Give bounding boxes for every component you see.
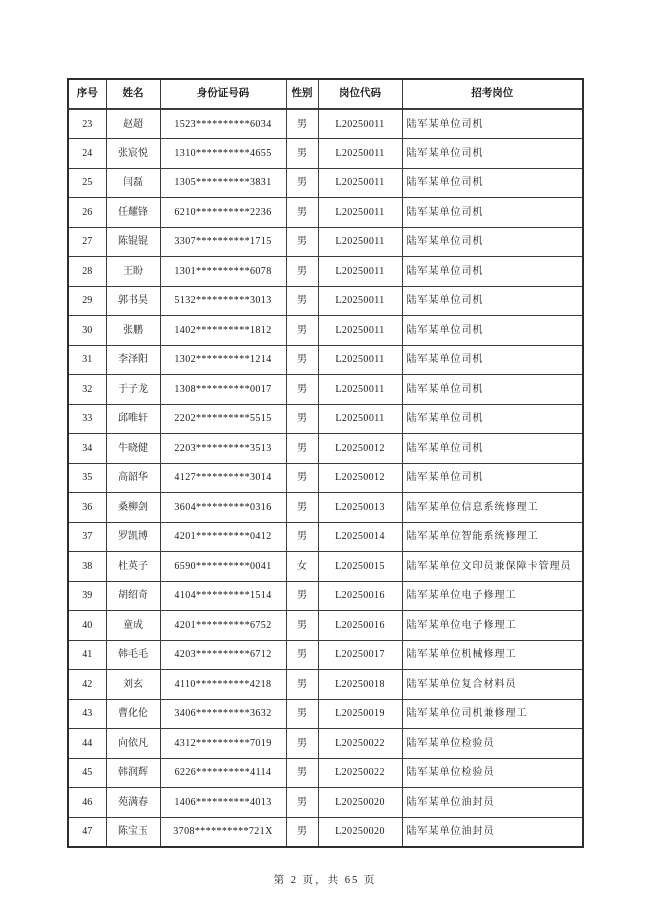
cell-recruit-position: 陆军某单位文印员兼保障卡管理员 [402, 552, 583, 582]
cell-name: 苑满春 [106, 788, 160, 818]
cell-position-code: L20250022 [318, 729, 402, 759]
cell-no: 46 [68, 788, 106, 818]
table-row [68, 758, 583, 788]
header-id-number: 身份证号码 [160, 79, 286, 109]
cell-name: 赵超 [106, 109, 160, 139]
cell-no: 43 [68, 699, 106, 729]
cell-no: 35 [68, 463, 106, 493]
cell-recruit-position: 陆军某单位司机 [402, 168, 583, 198]
cell-name: 罗凯博 [106, 522, 160, 552]
cell-id-number: 4312**********7019 [160, 729, 286, 759]
cell-recruit-position: 陆军某单位信息系统修理工 [402, 493, 583, 523]
table-row [68, 109, 583, 139]
cell-gender: 男 [286, 168, 318, 198]
cell-name: 桑柳剑 [106, 493, 160, 523]
cell-position-code: L20250011 [318, 198, 402, 228]
cell-gender: 男 [286, 434, 318, 464]
cell-name: 于子龙 [106, 375, 160, 405]
header-name: 姓名 [106, 79, 160, 109]
cell-name: 童成 [106, 611, 160, 641]
cell-name: 王盼 [106, 257, 160, 287]
table-row [68, 198, 583, 228]
cell-name: 李泽阳 [106, 345, 160, 375]
table-row [68, 611, 583, 641]
cell-id-number: 4110**********4218 [160, 670, 286, 700]
cell-recruit-position: 陆军某单位司机 [402, 345, 583, 375]
cell-no: 33 [68, 404, 106, 434]
table-row [68, 286, 583, 316]
cell-id-number: 4203**********6712 [160, 640, 286, 670]
cell-position-code: L20250011 [318, 139, 402, 169]
cell-no: 38 [68, 552, 106, 582]
cell-id-number: 3307**********1715 [160, 227, 286, 257]
cell-recruit-position: 陆军某单位司机 [402, 139, 583, 169]
cell-position-code: L20250011 [318, 168, 402, 198]
cell-position-code: L20250017 [318, 640, 402, 670]
cell-gender: 男 [286, 699, 318, 729]
cell-id-number: 5132**********3013 [160, 286, 286, 316]
cell-position-code: L20250022 [318, 758, 402, 788]
cell-position-code: L20250011 [318, 227, 402, 257]
table-row [68, 463, 583, 493]
header-no: 序号 [68, 79, 106, 109]
cell-name: 张鹏 [106, 316, 160, 346]
cell-gender: 女 [286, 552, 318, 582]
cell-gender: 男 [286, 788, 318, 818]
table-row [68, 817, 583, 847]
table-row [68, 257, 583, 287]
cell-no: 45 [68, 758, 106, 788]
recruitment-roster-table [67, 78, 584, 848]
cell-recruit-position: 陆军某单位检验员 [402, 758, 583, 788]
cell-position-code: L20250011 [318, 404, 402, 434]
cell-recruit-position: 陆军某单位司机 [402, 434, 583, 464]
cell-id-number: 4201**********0412 [160, 522, 286, 552]
cell-recruit-position: 陆军某单位复合材料员 [402, 670, 583, 700]
cell-no: 29 [68, 286, 106, 316]
cell-gender: 男 [286, 404, 318, 434]
cell-id-number: 1402**********1812 [160, 316, 286, 346]
page-number-footer: 第 2 页，共 65 页 [273, 875, 377, 886]
cell-id-number: 2203**********3513 [160, 434, 286, 464]
header-position-code: 岗位代码 [318, 79, 402, 109]
cell-name: 杜英子 [106, 552, 160, 582]
cell-recruit-position: 陆军某单位机械修理工 [402, 640, 583, 670]
cell-no: 23 [68, 109, 106, 139]
cell-recruit-position: 陆军某单位电子修理工 [402, 611, 583, 641]
cell-position-code: L20250016 [318, 581, 402, 611]
table-row [68, 522, 583, 552]
cell-gender: 男 [286, 227, 318, 257]
cell-no: 39 [68, 581, 106, 611]
cell-gender: 男 [286, 257, 318, 287]
cell-name: 刘玄 [106, 670, 160, 700]
cell-gender: 男 [286, 522, 318, 552]
table-row [68, 640, 583, 670]
cell-recruit-position: 陆军某单位司机 [402, 404, 583, 434]
table-row [68, 729, 583, 759]
cell-name: 曹化伦 [106, 699, 160, 729]
table-row [68, 788, 583, 818]
cell-gender: 男 [286, 345, 318, 375]
cell-no: 37 [68, 522, 106, 552]
cell-position-code: L20250011 [318, 316, 402, 346]
cell-id-number: 1302**********1214 [160, 345, 286, 375]
cell-name: 邱唯轩 [106, 404, 160, 434]
cell-id-number: 6590**********0041 [160, 552, 286, 582]
cell-id-number: 4104**********1514 [160, 581, 286, 611]
cell-gender: 男 [286, 817, 318, 847]
header-recruit-position: 招考岗位 [402, 79, 583, 109]
cell-id-number: 6210**********2236 [160, 198, 286, 228]
table-row [68, 434, 583, 464]
cell-no: 40 [68, 611, 106, 641]
cell-recruit-position: 陆军某单位司机 [402, 227, 583, 257]
cell-position-code: L20250011 [318, 286, 402, 316]
cell-recruit-position: 陆军某单位油封员 [402, 788, 583, 818]
cell-position-code: L20250012 [318, 463, 402, 493]
cell-no: 31 [68, 345, 106, 375]
cell-id-number: 3406**********3632 [160, 699, 286, 729]
cell-name: 张宸悦 [106, 139, 160, 169]
cell-gender: 男 [286, 758, 318, 788]
cell-name: 陈宝玉 [106, 817, 160, 847]
cell-recruit-position: 陆军某单位司机 [402, 109, 583, 139]
cell-recruit-position: 陆军某单位司机 [402, 375, 583, 405]
cell-name: 高韶华 [106, 463, 160, 493]
cell-position-code: L20250019 [318, 699, 402, 729]
cell-recruit-position: 陆军某单位油封员 [402, 817, 583, 847]
cell-position-code: L20250013 [318, 493, 402, 523]
cell-position-code: L20250020 [318, 788, 402, 818]
cell-name: 韩润辉 [106, 758, 160, 788]
cell-no: 30 [68, 316, 106, 346]
table-row [68, 316, 583, 346]
cell-recruit-position: 陆军某单位检验员 [402, 729, 583, 759]
cell-no: 28 [68, 257, 106, 287]
cell-gender: 男 [286, 463, 318, 493]
cell-gender: 男 [286, 581, 318, 611]
cell-id-number: 3708**********721X [160, 817, 286, 847]
table-row [68, 345, 583, 375]
cell-no: 27 [68, 227, 106, 257]
cell-recruit-position: 陆军某单位司机兼修理工 [402, 699, 583, 729]
cell-gender: 男 [286, 286, 318, 316]
cell-id-number: 1523**********6034 [160, 109, 286, 139]
cell-position-code: L20250011 [318, 345, 402, 375]
cell-no: 24 [68, 139, 106, 169]
cell-name: 任耀锋 [106, 198, 160, 228]
cell-gender: 男 [286, 493, 318, 523]
table-row [68, 404, 583, 434]
cell-recruit-position: 陆军某单位电子修理工 [402, 581, 583, 611]
cell-position-code: L20250011 [318, 375, 402, 405]
table-row [68, 493, 583, 523]
cell-gender: 男 [286, 670, 318, 700]
cell-gender: 男 [286, 375, 318, 405]
cell-gender: 男 [286, 139, 318, 169]
table-row [68, 699, 583, 729]
table-row [68, 375, 583, 405]
table-row [68, 227, 583, 257]
cell-no: 42 [68, 670, 106, 700]
cell-id-number: 2202**********5515 [160, 404, 286, 434]
cell-position-code: L20250020 [318, 817, 402, 847]
cell-id-number: 4201**********6752 [160, 611, 286, 641]
cell-id-number: 1308**********0017 [160, 375, 286, 405]
table-row [68, 581, 583, 611]
cell-position-code: L20250015 [318, 552, 402, 582]
cell-recruit-position: 陆军某单位智能系统修理工 [402, 522, 583, 552]
cell-id-number: 6226**********4114 [160, 758, 286, 788]
cell-name: 向依凡 [106, 729, 160, 759]
table-row [68, 168, 583, 198]
cell-no: 41 [68, 640, 106, 670]
table-row [68, 670, 583, 700]
table-header-row [68, 79, 583, 109]
header-gender: 性别 [286, 79, 318, 109]
cell-gender: 男 [286, 198, 318, 228]
cell-name: 闫磊 [106, 168, 160, 198]
cell-id-number: 3604**********0316 [160, 493, 286, 523]
cell-gender: 男 [286, 729, 318, 759]
cell-no: 25 [68, 168, 106, 198]
cell-gender: 男 [286, 316, 318, 346]
cell-id-number: 1301**********6078 [160, 257, 286, 287]
cell-recruit-position: 陆军某单位司机 [402, 463, 583, 493]
cell-id-number: 1305**********3831 [160, 168, 286, 198]
cell-recruit-position: 陆军某单位司机 [402, 257, 583, 287]
cell-position-code: L20250012 [318, 434, 402, 464]
cell-recruit-position: 陆军某单位司机 [402, 286, 583, 316]
cell-name: 陈锟锟 [106, 227, 160, 257]
cell-gender: 男 [286, 109, 318, 139]
cell-id-number: 4127**********3014 [160, 463, 286, 493]
cell-name: 牛晓健 [106, 434, 160, 464]
cell-no: 32 [68, 375, 106, 405]
cell-gender: 男 [286, 640, 318, 670]
table-body [68, 109, 583, 847]
cell-id-number: 1310**********4655 [160, 139, 286, 169]
cell-position-code: L20250011 [318, 257, 402, 287]
cell-no: 26 [68, 198, 106, 228]
cell-position-code: L20250018 [318, 670, 402, 700]
cell-position-code: L20250016 [318, 611, 402, 641]
table-row [68, 552, 583, 582]
cell-name: 郭书昊 [106, 286, 160, 316]
cell-name: 胡绍奇 [106, 581, 160, 611]
table-row [68, 139, 583, 169]
cell-position-code: L20250014 [318, 522, 402, 552]
cell-no: 44 [68, 729, 106, 759]
cell-recruit-position: 陆军某单位司机 [402, 198, 583, 228]
cell-id-number: 1406**********4013 [160, 788, 286, 818]
cell-no: 36 [68, 493, 106, 523]
cell-name: 韩毛毛 [106, 640, 160, 670]
cell-no: 34 [68, 434, 106, 464]
cell-recruit-position: 陆军某单位司机 [402, 316, 583, 346]
cell-no: 47 [68, 817, 106, 847]
cell-position-code: L20250011 [318, 109, 402, 139]
cell-gender: 男 [286, 611, 318, 641]
